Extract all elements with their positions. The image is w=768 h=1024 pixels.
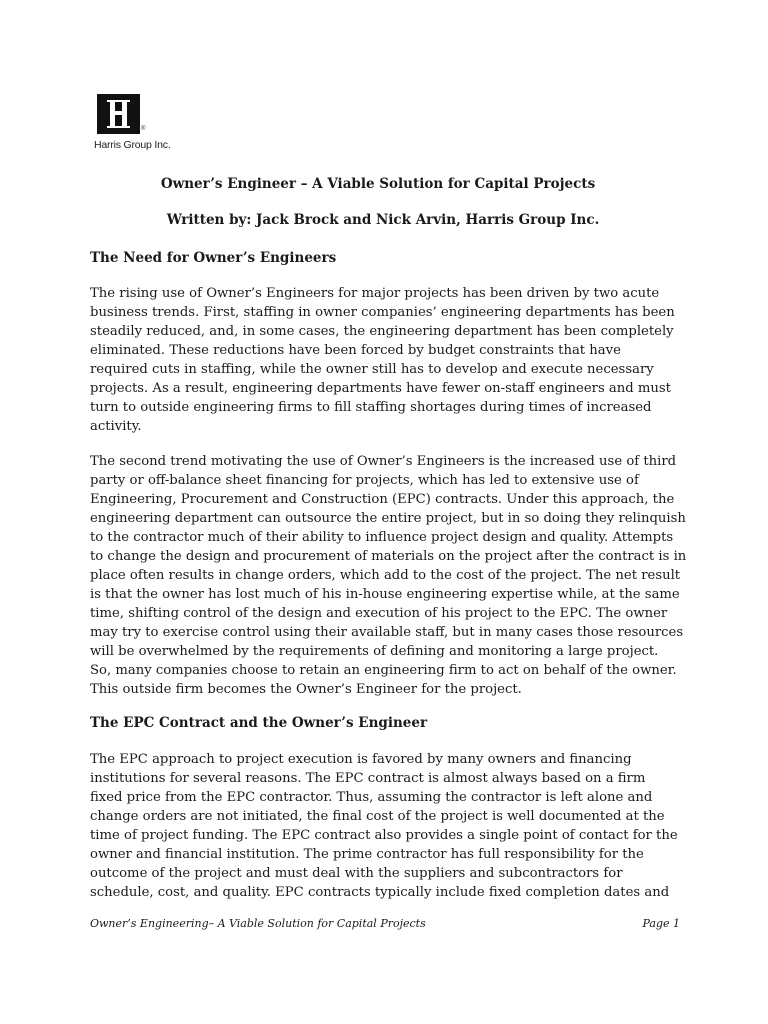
company-name: Harris Group Inc. [94,139,171,151]
text-line: place often results in change orders, which add to the cost of the project. The net result [90,568,681,583]
text-line: is that the owner has lost much of his in-house engineering expertise while, at the same [90,587,680,602]
registered-mark: ® [141,126,146,132]
text-line: business trends. First, staffing in owner companies’ engineering departments has been [90,305,675,320]
section-heading: The EPC Contract and the Owner’s Engineer [90,715,428,731]
text-line: So, many companies choose to retain an engineering firm to act on behalf of the owner. [90,663,677,678]
section-heading: The Need for Owner’s Engineers [90,250,337,266]
text-line: time of project funding. The EPC contract also provides a single point of contact for the [90,828,678,843]
footer-title: Owner’s Engineering– A Viable Solution for Capital Projects [90,917,426,930]
text-line: turn to outside engineering firms to fill staffing shortages during times of increased [90,400,652,415]
text-line: projects. As a result, engineering departments have fewer on-staff engineers and must [90,381,671,396]
text-line: to the contractor much of their ability to influence project design and quality. Attempts [90,530,674,545]
text-line: change orders are not initiated, the final cost of the project is well documented at the [90,809,665,824]
company-logo [92,92,182,156]
text-line: institutions for several reasons. The EPC contract is almost always based on a firm [90,771,646,786]
harris-h-logo-icon [97,94,140,134]
text-line: time, shifting control of the design and execution of his project to the EPC. The owner [90,606,668,621]
text-line: owner and financial institution. The prime contractor has full responsibility for the [90,847,644,862]
text-line: Engineering, Procurement and Construction (EPC) contracts. Under this approach, the [90,492,675,507]
text-line: party or off-balance sheet financing for projects, which has led to extensive use of [90,473,639,488]
text-line: The EPC approach to project execution is favored by many owners and financing [90,752,632,767]
text-line: eliminated. These reductions have been forced by budget constraints that have [90,343,621,358]
text-line: activity. [90,419,142,434]
text-line: will be overwhelmed by the requirements of defining and monitoring a large project. [90,644,659,659]
text-line: engineering department can outsource the entire project, but in so doing they relinquish [90,511,686,526]
text-line: schedule, cost, and quality. EPC contracts typically include fixed completion dates and [90,885,670,900]
text-line: to change the design and procurement of materials on the project after the contract is in [90,549,687,564]
paragraph [90,284,690,436]
page-number: Page 1 [642,917,680,930]
text-line: steadily reduced, and, in some cases, the engineering department has been completely [90,324,674,339]
text-line: may try to exercise control using their available staff, but in many cases those resources [90,625,684,640]
paragraph [90,452,690,699]
text-line: This outside firm becomes the Owner’s Engineer for the project. [90,682,522,697]
paragraph [90,750,690,902]
text-line: The second trend motivating the use of Owner’s Engineers is the increased use of third [90,454,677,469]
document-byline: Written by: Jack Brock and Nick Arvin, Harris Group Inc. [166,212,600,228]
document-title: Owner’s Engineer – A Viable Solution for Capital Projects [160,176,596,192]
text-line: outcome of the project and must deal with the suppliers and subcontractors for [90,866,623,881]
text-line: fixed price from the EPC contractor. Thus, assuming the contractor is left alone and [90,790,653,805]
text-line: required cuts in staffing, while the owner still has to develop and execute necessary [90,362,654,377]
text-line: The rising use of Owner’s Engineers for major projects has been driven by two acute [90,286,660,301]
